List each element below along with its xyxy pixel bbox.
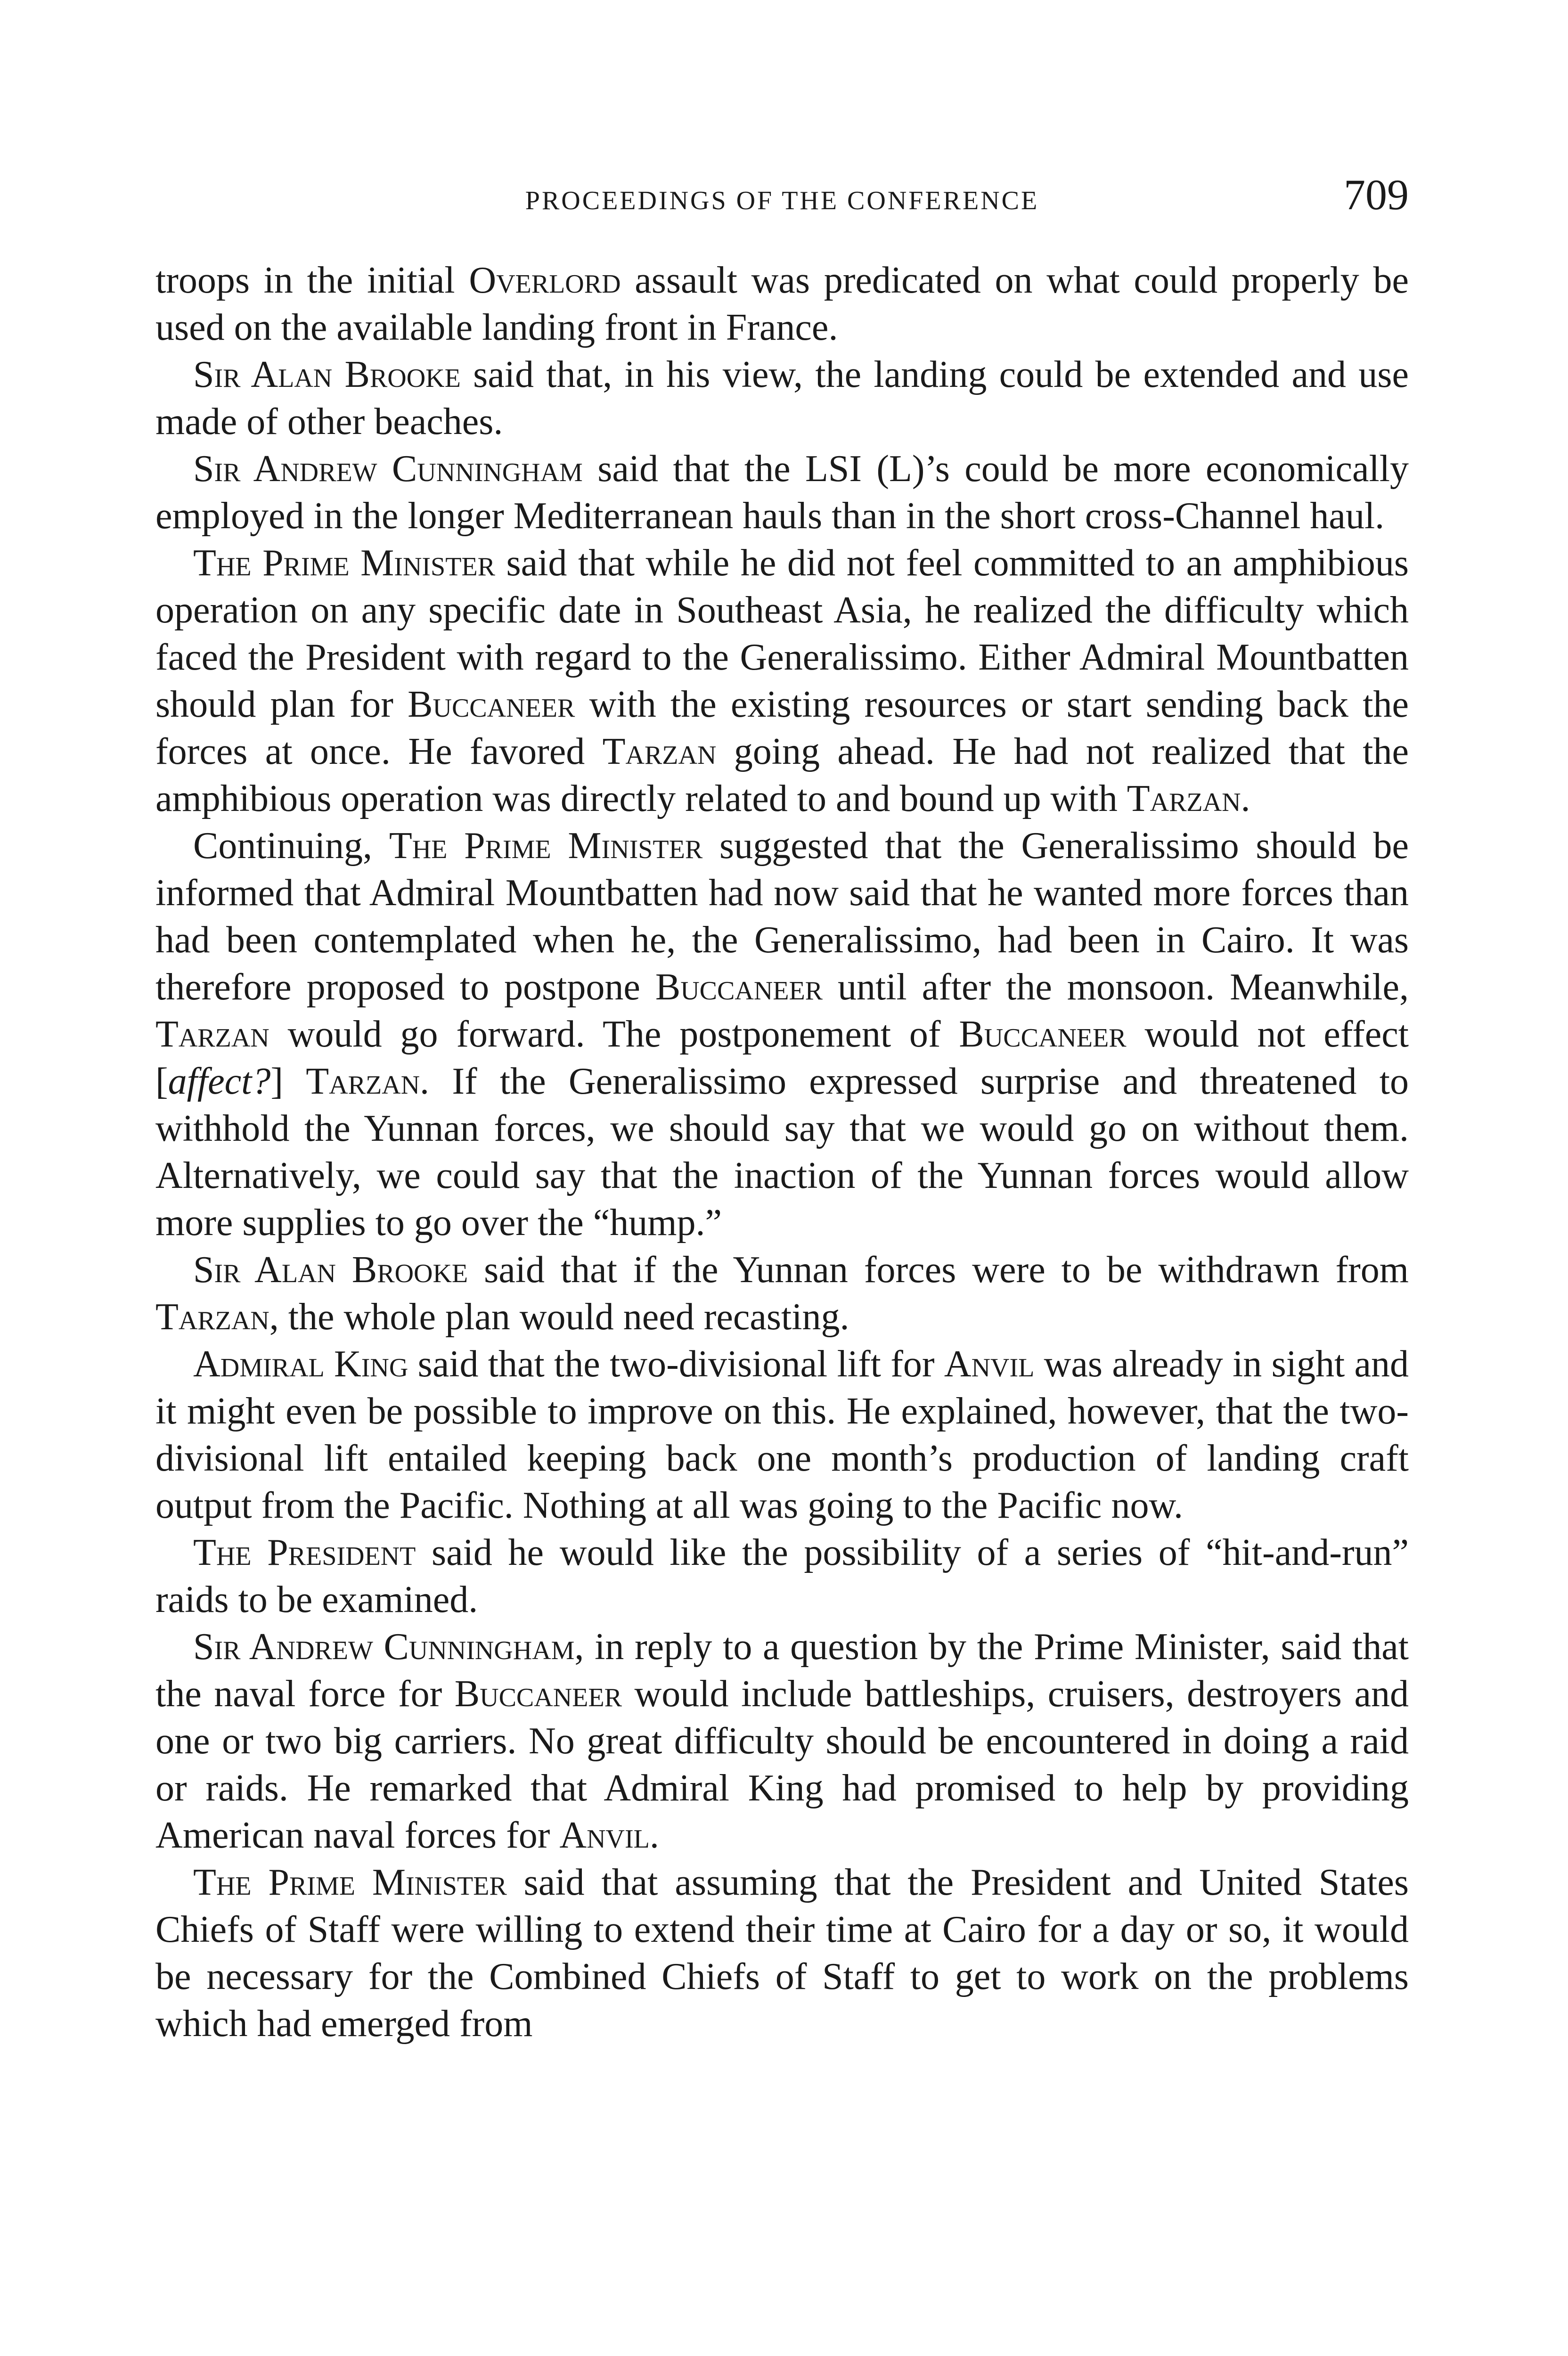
paragraph — [155, 351, 1409, 445]
text-segment: was already in sight and it might even be possible to improve on this. He explained, however, that the two-divisional lift entailed keeping back one month’s production of landing craft output from the Pacific. Nothing at all was going to the Pacific now. — [155, 1343, 1409, 1526]
text-segment: ] — [270, 1061, 306, 1102]
page-header — [155, 170, 1409, 221]
body-text — [155, 257, 1409, 2047]
paragraph — [155, 1623, 1409, 1859]
running-head: PROCEEDINGS OF THE CONFERENCE — [525, 186, 1039, 215]
text-segment: suggested that the Generalissimo should be informed that Admiral Mountbatten had now said that he wanted more forces than had been contemplated when he, the Generalissimo, had been in Cairo. It was therefore proposed to postpone — [155, 825, 1409, 1008]
text-segment: would go forward. The postponement of — [269, 1014, 959, 1055]
small-caps-name: Anvil — [944, 1343, 1035, 1385]
paragraph — [155, 1341, 1409, 1529]
text-segment: , the whole plan would need recasting. — [269, 1296, 849, 1338]
small-caps-name: Overlord — [469, 260, 621, 301]
small-caps-name: Tarzan — [155, 1014, 270, 1055]
small-caps-name: The Prime Minister — [193, 1862, 507, 1903]
text-segment: said that the LSI (L)’s could be more economically employed in the longer Mediterranean hauls than in the short cross-Channel haul. — [155, 448, 1409, 537]
small-caps-name: Sir Alan Brooke — [193, 354, 461, 395]
text-segment: would not effect [ — [155, 1014, 1409, 1102]
small-caps-name: Tarzan — [155, 1296, 270, 1338]
text-segment: . — [1241, 778, 1250, 819]
text-segment: said that assuming that the President and United States Chiefs of Staff were willing to extend their time at Cairo for a day or so, it would be necessary for the Combined Chiefs of Staff to get to work on the problems which had emerged from — [155, 1862, 1409, 2045]
small-caps-name: Buccaneer — [454, 1673, 622, 1715]
text-segment: until after the monsoon. Meanwhile, — [823, 966, 1409, 1008]
text-segment: said that the two-divisional lift for — [408, 1343, 944, 1385]
small-caps-name: Buccaneer — [655, 966, 823, 1008]
small-caps-name: Sir Alan Brooke — [193, 1249, 468, 1291]
small-caps-name: Admiral King — [193, 1343, 408, 1385]
small-caps-name: Tarzan — [306, 1061, 420, 1102]
small-caps-name: Tarzan — [602, 731, 717, 772]
small-caps-name: Anvil — [559, 1815, 650, 1856]
text-segment: would include battleships, cruisers, destroyers and one or two big carriers. No great difficulty should be encountered in doing a raid or raids. He remarked that Admiral King had promised to help by providing American naval forces for — [155, 1673, 1409, 1856]
text-segment: with the existing resources or start sending back the forces at once. He favored — [155, 684, 1409, 772]
text-segment: . — [649, 1815, 659, 1856]
paragraph — [155, 540, 1409, 822]
text-segment: troops in the initial — [155, 260, 469, 301]
italic-text: affect? — [168, 1061, 271, 1102]
text-segment: said that, in his view, the landing could be extended and use made of other beaches. — [155, 354, 1409, 442]
paragraph — [155, 257, 1409, 351]
small-caps-name: Buccaneer — [408, 684, 575, 725]
text-segment: said that if the Yunnan forces were to be withdrawn from — [468, 1249, 1409, 1291]
small-caps-name: The Prime Minister — [389, 825, 703, 867]
small-caps-name: The Prime Minister — [193, 542, 495, 584]
small-caps-name: Tarzan — [1127, 778, 1241, 819]
page-number: 709 — [1344, 171, 1409, 219]
small-caps-name: The President — [193, 1532, 416, 1573]
paragraph — [155, 1246, 1409, 1341]
paragraph — [155, 445, 1409, 540]
text-segment: . If the Generalissimo expressed surprise and threatened to withhold the Yunnan forces, we should say that we would go on without them. Alternatively, we could say that the inaction of the Yunnan forces would allow more supplies to go over the “hump.” — [155, 1061, 1409, 1243]
text-segment: , in reply to a question by the Prime Minister, said that the naval force for — [155, 1626, 1409, 1715]
small-caps-name: Sir Andrew Cunningham — [193, 448, 583, 490]
paragraph — [155, 822, 1409, 1246]
text-segment: going ahead. He had not realized that the amphibious operation was directly related to and bound up with — [155, 731, 1409, 819]
text-segment: Continuing, — [193, 825, 389, 867]
small-caps-name: Sir Andrew Cunningham — [193, 1626, 575, 1668]
paragraph — [155, 1529, 1409, 1623]
text-segment: assault was predicated on what could properly be used on the available landing front in France. — [155, 260, 1409, 348]
text-segment: said that while he did not feel committed to an amphibious operation on any specific date in Southeast Asia, he realized the difficulty which faced the President with regard to the Generalissimo. Either Admiral Mountbatten should plan for — [155, 542, 1409, 725]
paragraph — [155, 1859, 1409, 2047]
text-segment: said he would like the possibility of a series of “hit-and-run” raids to be examined. — [155, 1532, 1409, 1620]
small-caps-name: Buccaneer — [959, 1014, 1127, 1055]
